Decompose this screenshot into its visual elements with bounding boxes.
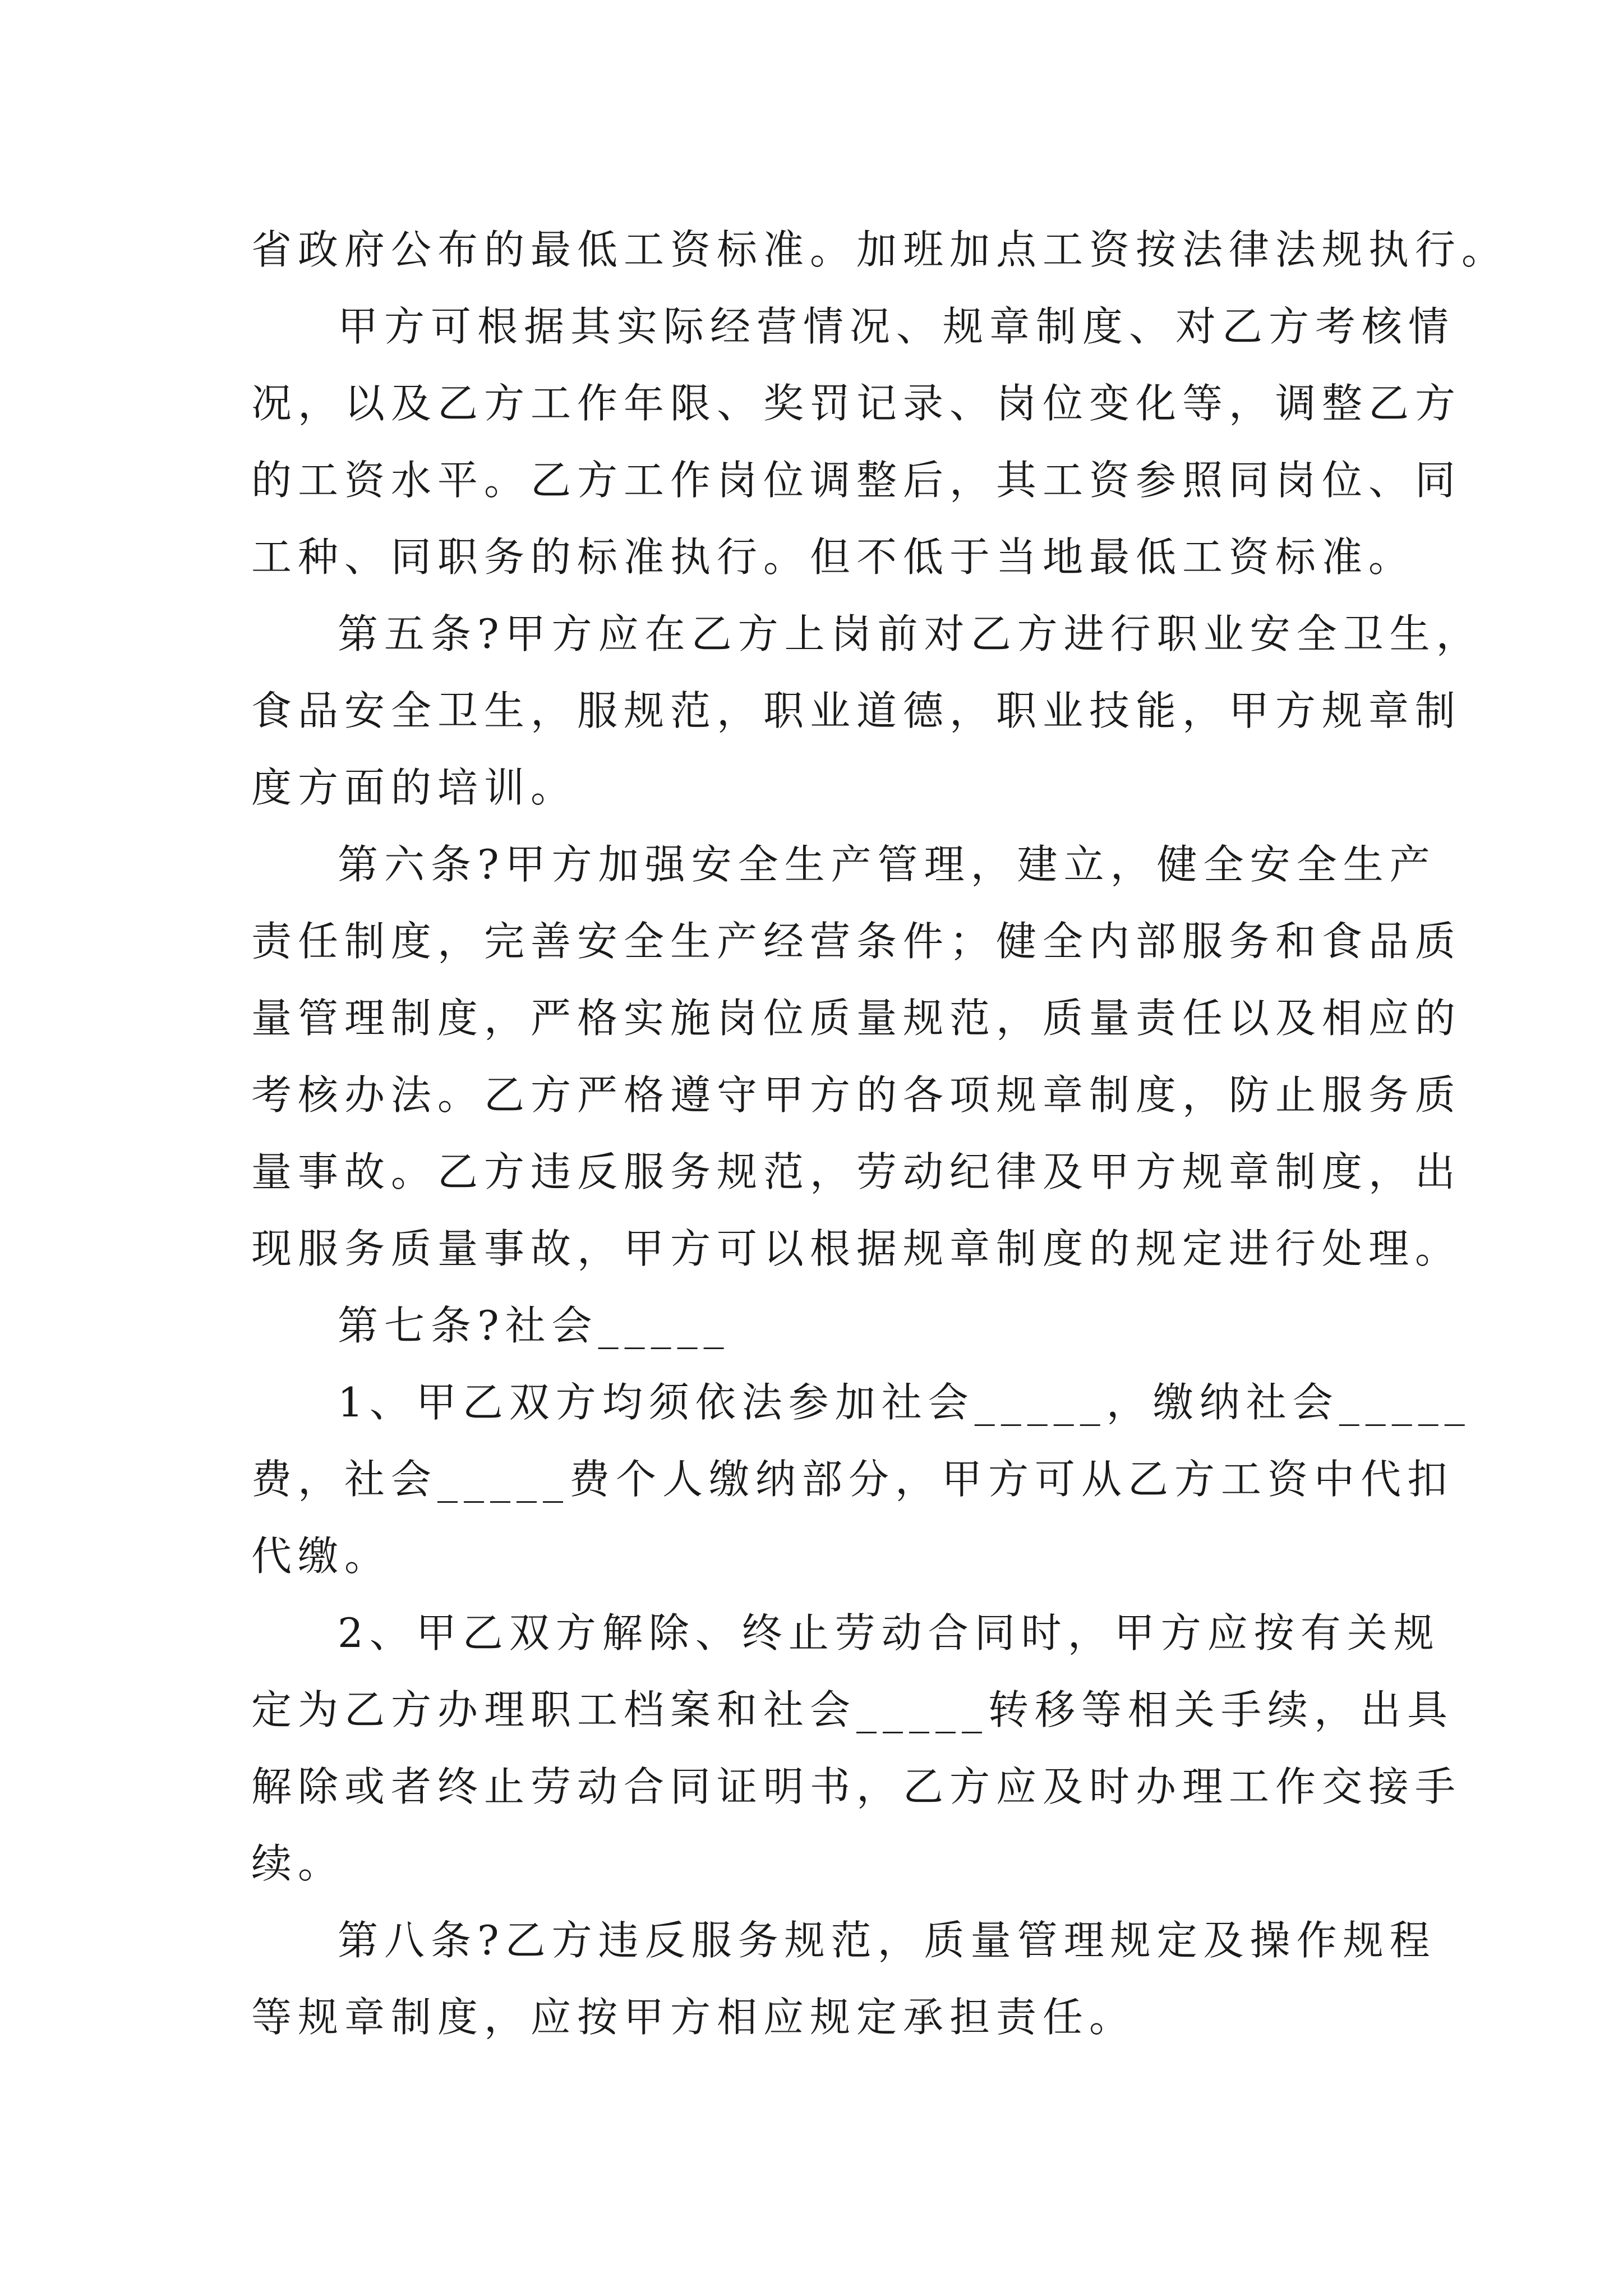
text-line: 等规章制度，应按甲方相应规定承担责任。 (251, 1994, 1136, 2041)
text-line: 解除或者终止劳动合同证明书，乙方应及时办理工作交接手 (251, 1763, 1462, 1810)
text-line: 2、甲乙双方解除、终止劳动合同时，甲方应按有关规 (338, 1609, 1440, 1657)
text-line: 续。 (251, 1840, 345, 1887)
text-line: 度方面的培训。 (251, 764, 578, 811)
text-line: 第五条?甲方应在乙方上岗前对乙方进行职业安全卫生， (338, 610, 1483, 657)
text-line: 量管理制度，严格实施岗位质量规范，质量责任以及相应的 (251, 995, 1462, 1042)
document-body (251, 211, 1509, 2056)
text-line: 第六条?甲方加强安全生产管理，建立，健全安全生产 (338, 841, 1436, 888)
text-line: 量事故。乙方违反服务规范，劳动纪律及甲方规章制度，出 (251, 1148, 1462, 1195)
text-line: 1、甲乙双方均须依法参加社会_____，缴纳社会_____ (338, 1379, 1471, 1426)
text-line: 甲方可根据其实际经营情况、规章制度、对乙方考核情 (338, 303, 1455, 350)
text-line: 现服务质量事故，甲方可以根据规章制度的规定进行处理。 (251, 1225, 1462, 1272)
text-line: 定为乙方办理职工档案和社会_____转移等相关手续，出具 (251, 1686, 1454, 1733)
text-line: 责任制度，完善安全生产经营条件；健全内部服务和食品质 (251, 918, 1462, 965)
text-line: 的工资水平。乙方工作岗位调整后，其工资参照同岗位、同 (251, 457, 1462, 504)
text-line: 考核办法。乙方严格遵守甲方的各项规章制度，防止服务质 (251, 1071, 1462, 1119)
text-line: 第七条?社会_____ (338, 1302, 730, 1349)
text-line: 省政府公布的最低工资标准。加班加点工资按法律法规执行。 (251, 226, 1509, 273)
text-line: 代缴。 (251, 1533, 391, 1580)
text-line: 工种、同职务的标准执行。但不低于当地最低工资标准。 (251, 533, 1415, 581)
text-line: 费，社会_____费个人缴纳部分，甲方可从乙方工资中代扣 (251, 1456, 1454, 1503)
text-line: 食品安全卫生，服规范，职业道德，职业技能，甲方规章制 (251, 687, 1462, 734)
text-line: 第八条?乙方违反服务规范，质量管理规定及操作规程 (338, 1917, 1436, 1964)
text-line: 况，以及乙方工作年限、奖罚记录、岗位变化等，调整乙方 (251, 380, 1462, 427)
